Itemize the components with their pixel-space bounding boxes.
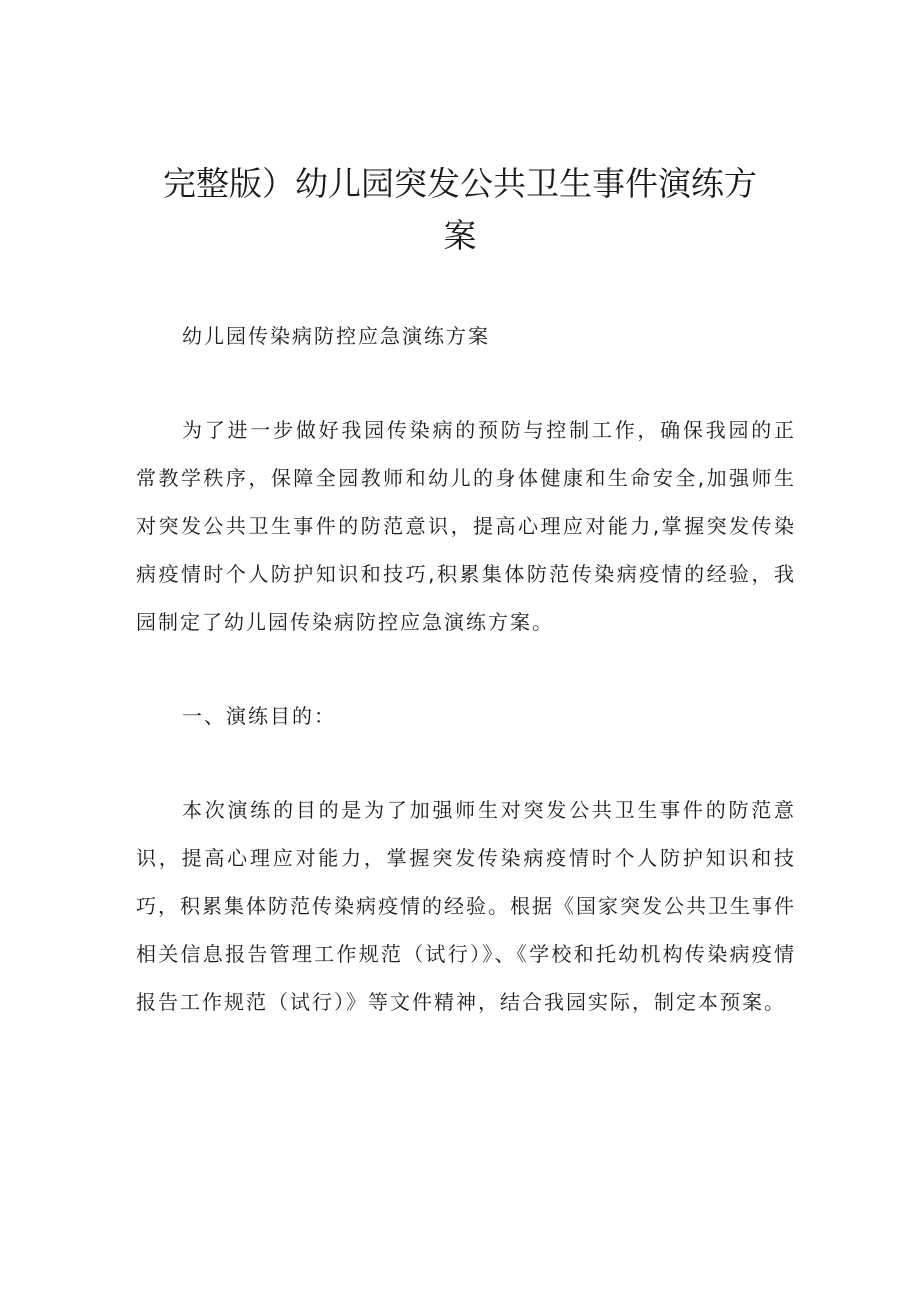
document-subtitle: 幼儿园传染病防控应急演练方案 xyxy=(182,324,490,348)
section-body-purpose: 本次演练的目的是为了加强师生对突发公共卫生事件的防范意识，提高心理应对能力，掌握突发传染病疫情时个人防护知识和技巧，积累集体防范传染病疫情的经验。根据《国家突发公共卫生事件相关信息报告管理工作规范（试行）》、《学校和托幼机构传染病疫情报告工作规范（试行）》等文件精神，结合我园实际，制定本预案。 xyxy=(136,798,796,1014)
document-title: 完整版）幼儿园突发公共卫生事件演练方案 xyxy=(163,164,757,255)
intro-paragraph: 为了进一步做好我园传染病的预防与控制工作，确保我园的正常教学秩序，保障全园教师和幼儿的身体健康和生命安全,加强师生对突发公共卫生事件的防范意识，提高心理应对能力,掌握突发传染病疫情时个人防护知识和技巧,积累集体防范传染病疫情的经验，我园制定了幼儿园传染病防控应急演练方案。 xyxy=(136,418,796,634)
section-heading-purpose: 一、演练目的： xyxy=(182,704,336,728)
